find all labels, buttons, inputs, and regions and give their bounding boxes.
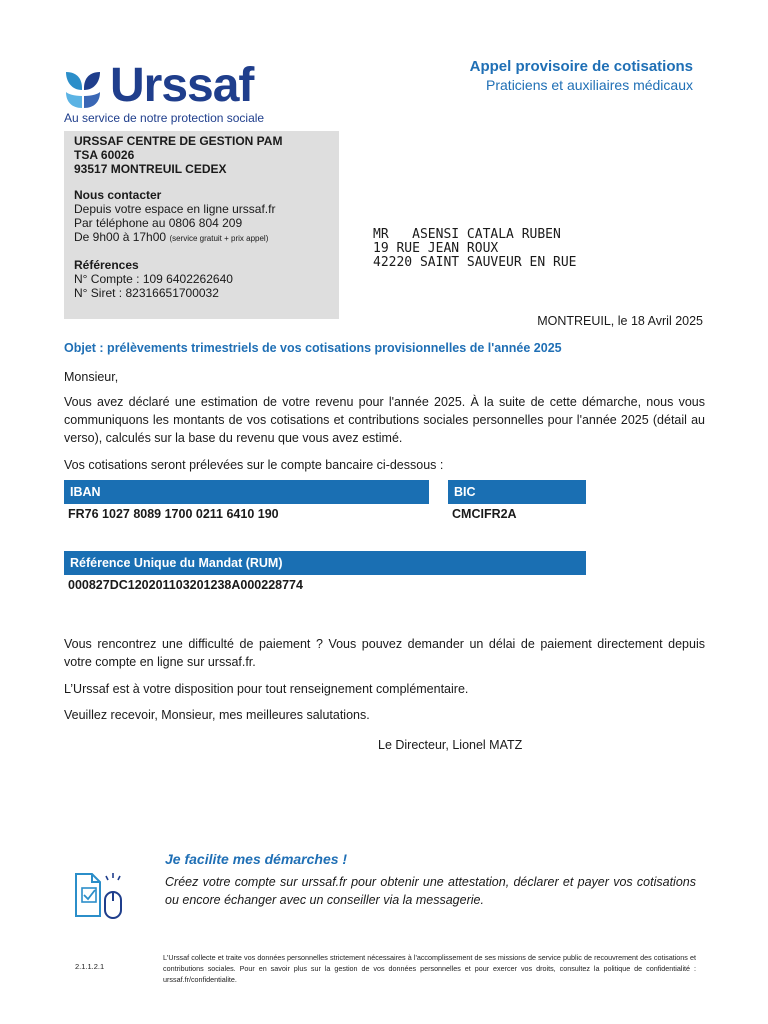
bic-header: BIC bbox=[448, 480, 586, 504]
logo-tagline: Au service de notre protection sociale bbox=[64, 111, 265, 125]
promo-text: Créez votre compte sur urssaf.fr pour obtenir une attestation, déclarer et payer vos cotisations ou encore échanger avec un conseiller via la messagerie. bbox=[165, 875, 696, 907]
contact-online: Depuis votre espace en ligne urssaf.fr bbox=[74, 202, 276, 216]
recipient-street: 19 RUE JEAN ROUX bbox=[373, 241, 499, 256]
paragraph-closing: Veuillez recevoir, Monsieur, mes meilleures salutations. bbox=[64, 708, 370, 722]
urssaf-logo-icon bbox=[64, 70, 102, 110]
signature: Le Directeur, Lionel MATZ bbox=[378, 738, 523, 752]
document-version: 2.1.1.2.1 bbox=[75, 962, 105, 971]
logo-wordmark: Urssaf bbox=[110, 59, 254, 112]
reference-siret: N° Siret : 82316651700032 bbox=[74, 286, 219, 300]
salutation: Monsieur, bbox=[64, 370, 119, 384]
rum-value: 000827DC120201103201238A000228774 bbox=[68, 578, 303, 592]
letter-subject: Objet : prélèvements trimestriels de vos cotisations provisionnelles de l'année 2025 bbox=[64, 341, 562, 355]
contact-note: (service gratuit + prix appel) bbox=[169, 234, 269, 243]
urssaf-logo bbox=[64, 59, 274, 128]
sender-city: 93517 MONTREUIL CEDEX bbox=[74, 162, 227, 176]
document-subtitle: Praticiens et auxiliaires médicaux bbox=[486, 77, 693, 93]
recipient-address bbox=[373, 228, 577, 270]
recipient-city: 42220 SAINT SAUVEUR EN RUE bbox=[373, 255, 577, 270]
document-title: Appel provisoire de cotisations bbox=[469, 58, 693, 75]
reference-account: N° Compte : 109 6402262640 bbox=[74, 272, 233, 286]
contact-hours: De 9h00 à 17h00 (service gratuit + prix appel) bbox=[74, 230, 269, 244]
sender-name: URSSAF CENTRE DE GESTION PAM bbox=[74, 134, 283, 148]
sender-tsa: TSA 60026 bbox=[74, 148, 135, 162]
bic-value: CMCIFR2A bbox=[452, 507, 517, 521]
paragraph-payment-difficulty: Vous rencontrez une difficulté de paiement ? Vous pouvez demander un délai de paiement directement depuis votre compte en ligne sur urssaf.fr. bbox=[64, 637, 705, 669]
iban-header: IBAN bbox=[64, 480, 429, 504]
place-date: MONTREUIL, le 18 Avril 2025 bbox=[537, 314, 703, 328]
document-mouse-icon bbox=[72, 866, 130, 922]
rum-header: Référence Unique du Mandat (RUM) bbox=[64, 551, 586, 575]
references-title: Références bbox=[74, 258, 139, 272]
paragraph-bank-intro: Vos cotisations seront prélevées sur le compte bancaire ci-dessous : bbox=[64, 458, 444, 472]
contact-title: Nous contacter bbox=[74, 188, 162, 202]
iban-value: FR76 1027 8089 1700 0211 6410 190 bbox=[68, 507, 279, 521]
recipient-name: MR ASENSI CATALA RUBEN bbox=[373, 227, 561, 242]
legal-notice: L'Urssaf collecte et traite vos données personnelles strictement nécessaires à l'accomplissement de ses missions de service public de recouvrement des cotisations et contributions sociales. Pour en savoir plus sur la gestion de vos données personnelles et pour exercer vos droits, consultez la politique de confidentialité : urssaf.fr/confidentialite. bbox=[163, 953, 696, 984]
contact-phone: Par téléphone au 0806 804 209 bbox=[74, 216, 243, 230]
paragraph-availability: L’Urssaf est à votre disposition pour tout renseignement complémentaire. bbox=[64, 682, 469, 696]
promo-title: Je facilite mes démarches ! bbox=[165, 851, 348, 867]
paragraph-estimate: Vous avez déclaré une estimation de votre revenu pour l'année 2025. À la suite de cette démarche, nous vous communiquons les montants de vos cotisations et contributions sociales personnelles pour l'année 2025 (détail au verso), calculés sur la base du revenu que vous avez estimé. bbox=[64, 395, 705, 445]
sender-info-box bbox=[64, 131, 339, 319]
